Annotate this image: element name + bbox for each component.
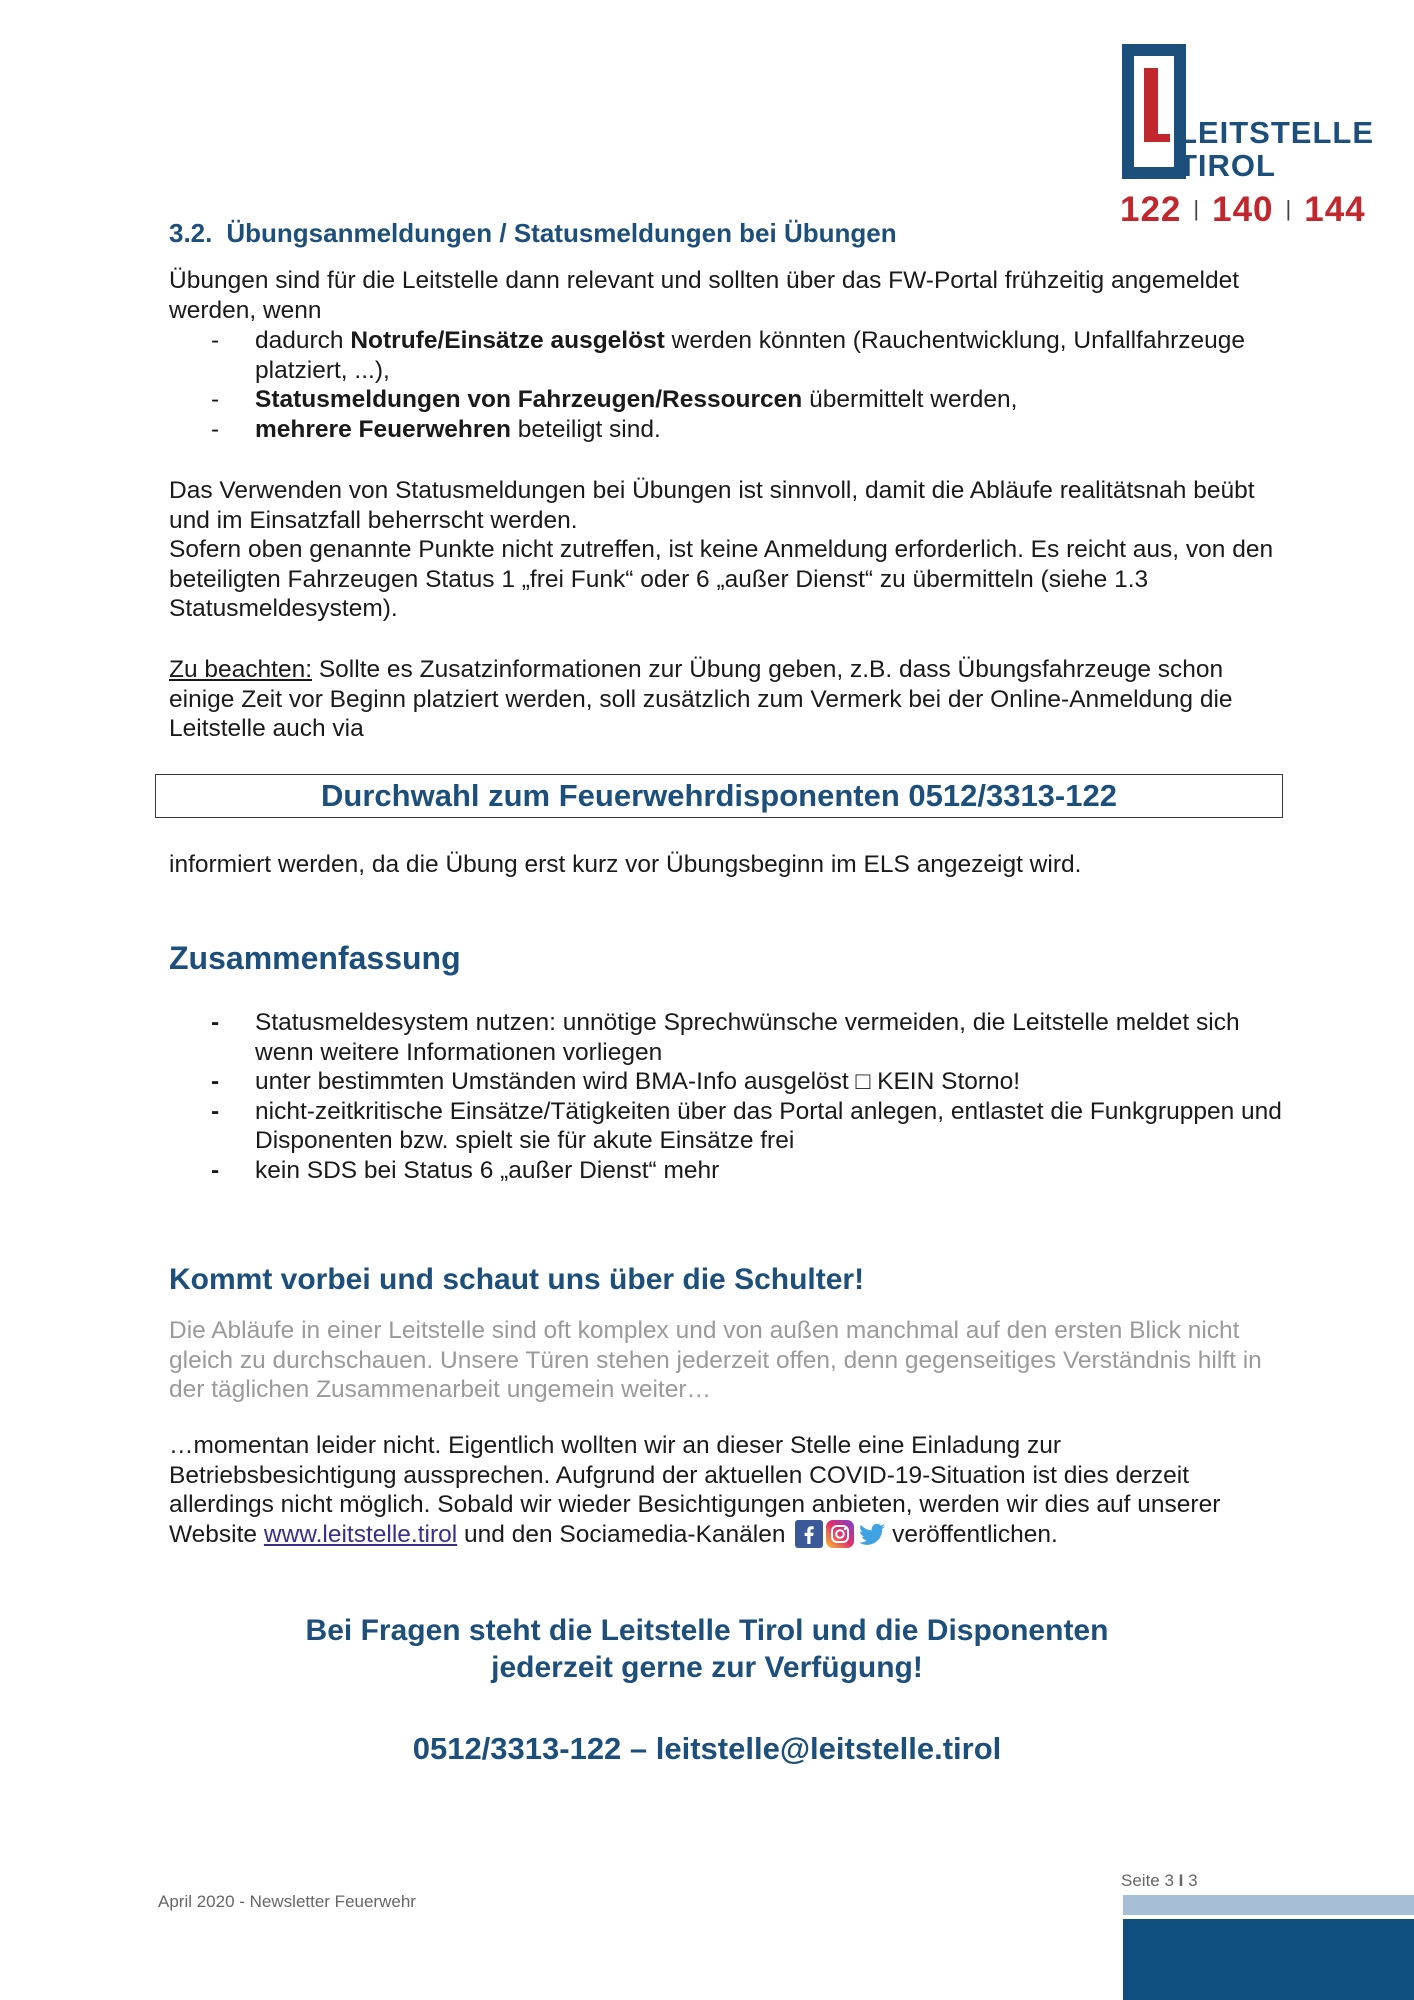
leitstelle-tirol-logo xyxy=(1118,40,1378,230)
logo-line1: LEITSTELLE xyxy=(1178,115,1374,150)
visit-grey-text: Die Abläufe in einer Leitstelle sind oft komplex und von außen manchmal auf den ersten Blick nicht gleich zu durchschauen. Unsere Türen stehen jederzeit offen, denn gegenseitiges Verständnis hilft in der täglichen Zusammenarbeit ungemein weiter… xyxy=(169,1317,1262,1403)
logo-number-140: 140 xyxy=(1212,190,1274,229)
list-item: - Statusmeldungen von Fahrzeugen/Ressourcen übermittelt werden, xyxy=(211,386,1018,413)
list-item: - mehrere Feuerwehren beteiligt sind. xyxy=(211,415,661,443)
contact-line: 0512/3313-122 – leitstelle@leitstelle.tirol xyxy=(412,1731,1002,1766)
section-number: 3.2. xyxy=(169,218,213,248)
note-text: Sollte es Zusatzinformationen zur Übung geben, z.B. dass Übungsfahrzeuge schon einige Zeit vor Beginn platziert werden, soll zusätzlich zum Vermerk bei der Online-Anmeldung die Leitstelle auch via xyxy=(169,656,1233,742)
dispatcher-phone-box: Durchwahl zum Feuerwehrdisponenten 0512/3313-122 xyxy=(155,774,1283,818)
closing-line1: Bei Fragen steht die Leitstelle Tirol und die Disponenten xyxy=(305,1614,1109,1647)
footer-newsletter-label: April 2020 - Newsletter Feuerwehr xyxy=(158,1892,416,1911)
closing-text xyxy=(0,1612,1414,1686)
closing-line2: jederzeit gerne zur Verfügung! xyxy=(491,1651,923,1684)
note-paragraph xyxy=(169,655,1289,744)
facebook-icon[interactable] xyxy=(795,1520,823,1548)
paragraph-status-usage: Das Verwenden von Statusmeldungen bei Übungen ist sinnvoll, damit die Abläufe realitätsnah beübt und im Einsatzfall beherrscht werden. xyxy=(169,477,1255,534)
logo-numbers: 122 | 140 | 144 xyxy=(1120,190,1366,229)
section-bullets xyxy=(169,326,1289,444)
logo-number-122: 122 xyxy=(1120,190,1182,229)
list-item: - kein SDS bei Status 6 „außer Dienst“ mehr xyxy=(211,1156,720,1184)
summary-bullets xyxy=(169,1008,1289,1185)
visit-text: …momentan leider nicht. Eigentlich wollten wir an dieser Stelle eine Einladung zur Betriebsbesichtigung aussprechen. Aufgrund der aktuellen COVID-19-Situation ist dies derzeit allerdings nicht möglich. Sobald wir wieder Besichtigungen anbieten, werden wir dies auf unserer Website www.leitstelle.tirol und den Sociamedia-Kanälen veröffentlichen. xyxy=(169,1432,1221,1548)
instagram-icon[interactable] xyxy=(826,1520,854,1548)
twitter-icon[interactable] xyxy=(857,1520,885,1548)
note-label: Zu beachten: xyxy=(169,656,313,683)
list-item: - dadurch Notrufe/Einsätze ausgelöst werden könnten (Rauchentwicklung, Unfallfahrzeuge platziert, ...), xyxy=(211,327,1246,384)
website-link[interactable]: www.leitstelle.tirol xyxy=(263,1520,458,1548)
visit-title: Kommt vorbei und schaut uns über die Schulter! xyxy=(169,1263,865,1296)
footer-bar-light xyxy=(1123,1895,1414,1915)
section-intro: Übungen sind für die Leitstelle dann relevant und sollten über das FW-Portal frühzeitig angemeldet werden, wenn xyxy=(169,267,1240,324)
after-box-text: informiert werden, da die Übung erst kurz vor Übungsbeginn im ELS angezeigt wird. xyxy=(169,851,1082,878)
summary-title: Zusammenfassung xyxy=(169,940,461,976)
logo-line2: TIROL xyxy=(1178,148,1276,183)
list-item: - nicht-zeitkritische Einsätze/Tätigkeiten über das Portal anlegen, entlastet die Funkgruppen und Disponenten bzw. spielt sie für akute Einsätze frei xyxy=(211,1097,1282,1154)
section-title: Übungsanmeldungen / Statusmeldungen bei Übungen xyxy=(226,218,897,248)
section-heading xyxy=(169,218,897,249)
page-number: Seite 3 I 3 xyxy=(1121,1871,1198,1890)
footer-bar-dark xyxy=(1123,1919,1414,2000)
logo-number-144: 144 xyxy=(1304,190,1366,229)
paragraph-no-registration: Sofern oben genannte Punkte nicht zutreffen, ist keine Anmeldung erforderlich. Es reicht aus, von den beteiligten Fahrzeugen Status 1 „frei Funk“ oder 6 „außer Dienst“ zu übermitteln (siehe 1.3 Statusmeldesystem). xyxy=(169,536,1274,622)
list-item: - unter bestimmten Umständen wird BMA-Info ausgelöst □ KEIN Storno! xyxy=(211,1068,1021,1095)
list-item: - Statusmeldesystem nutzen: unnötige Sprechwünsche vermeiden, die Leitstelle meldet sich wenn weitere Informationen vorliegen xyxy=(211,1009,1240,1066)
